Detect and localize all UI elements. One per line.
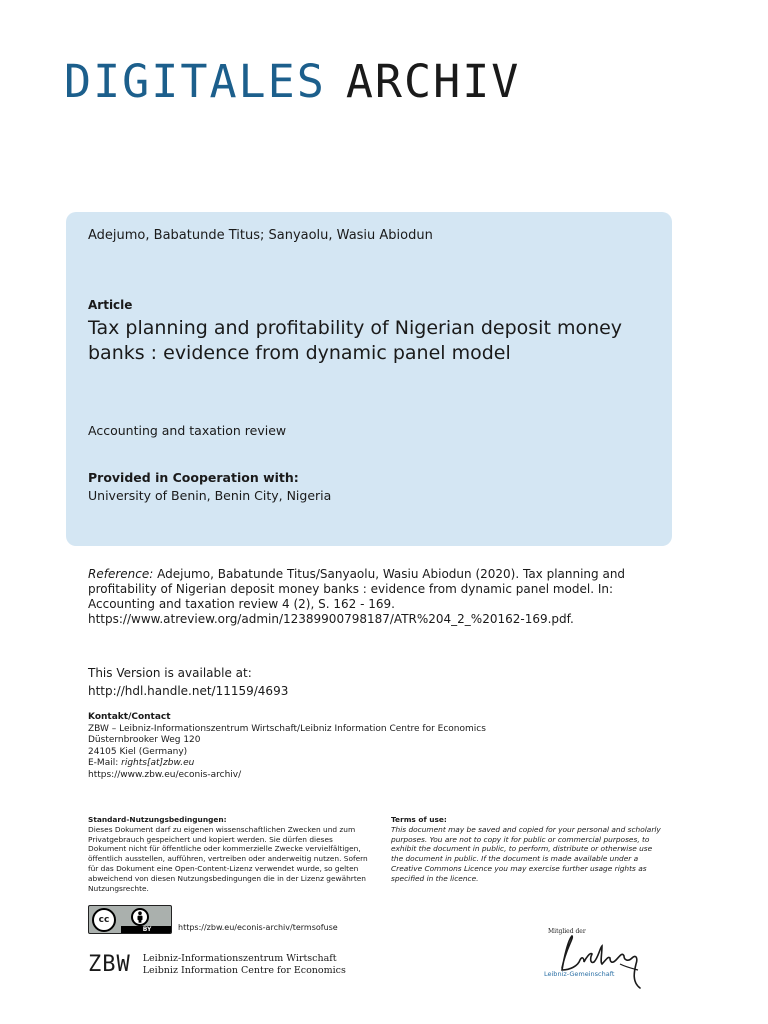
zbw-names <box>143 953 346 977</box>
leibniz-member-label: Mitglied der <box>548 928 586 935</box>
email-label: E-Mail: <box>88 758 119 768</box>
authors: Adejumo, Babatunde Titus; Sanyaolu, Wasiu Abiodun <box>88 228 433 243</box>
cc-icon: cc <box>92 908 116 932</box>
document-type: Article <box>88 298 133 312</box>
person-icon <box>131 908 149 926</box>
contact-email-row <box>88 758 486 770</box>
cooperation-label: Provided in Cooperation with: <box>88 470 299 485</box>
zbw-mark: ZBW <box>88 952 131 977</box>
contact-label: Kontakt/Contact <box>88 712 171 722</box>
terms-german <box>88 815 368 893</box>
leibniz-logo <box>540 928 650 992</box>
reference-block <box>88 567 668 627</box>
zbw-logo <box>88 952 346 977</box>
by-label: BY <box>121 926 172 933</box>
contact-city: 24105 Kiel (Germany) <box>88 746 188 757</box>
leibniz-signature-icon <box>540 928 650 992</box>
zbw-name-german: Leibniz-Informationszentrum Wirtschaft <box>142 952 337 964</box>
terms-english-text: This document may be saved and copied for your personal and scholarly purposes. You are not to copy it for public or commercial purposes, to exhibit the document in public, to perform, distribute or otherwise use the document in public. If the document is made available under a Creative Commons Licence you may exercise further usage rights as specified in the licence. <box>391 824 661 883</box>
cc-by-license-badge[interactable] <box>88 905 172 934</box>
contact-organization: ZBW – Leibniz-Informationszentrum Wirtschaft/Leibniz Information Centre for Economics <box>88 723 486 734</box>
zbw-name-english: Leibniz Information Centre for Economics <box>142 964 346 976</box>
terms-german-head: Standard-Nutzungsbedingungen: <box>88 815 227 824</box>
digitales-archiv-logo <box>64 56 520 108</box>
contact-street: Düsternbrooker Weg 120 <box>88 735 201 745</box>
reference-label: Reference: <box>88 567 154 581</box>
terms-english <box>391 815 661 884</box>
contact-block <box>88 712 486 781</box>
version-label: This Version is available at: <box>88 666 252 680</box>
leibniz-caption: Leibniz-Gemeinschaft <box>544 970 615 978</box>
contact-url[interactable]: https://www.zbw.eu/econis-archiv/ <box>88 769 242 780</box>
logo-part2: ARCHIV <box>345 55 521 108</box>
logo-part1: DIGITALES <box>64 55 326 108</box>
reference-text[interactable]: Adejumo, Babatunde Titus/Sanyaolu, Wasiu Abiodun (2020). Tax planning and profitability of Nigerian deposit money banks : evidence from dynamic panel model. In: Accounting and taxation review 4 (2), S. 162 - 169. https://www.atreview.org/admin/12389900798187/ATR%204_2_%20162-169.pdf. <box>88 567 626 626</box>
terms-german-text: Dieses Dokument darf zu eigenen wissenschaftlichen Zwecken und zum Privatgebrauch gespeichert und kopiert werden. Sie dürfen dieses Dokument nicht für öffentliche oder kommerzielle Zwecke vervielfältigen, öffentlich ausstellen, aufführen, vertreiben oder anderweitig nutzen. Sofern für das Dokument eine Open-Content-Lizenz verwendet wurde, so gelten abweichend von diesen Nutzungsbedingungen die in der Lizenz gewährten Nutzungsrechte. <box>88 824 368 893</box>
version-block <box>88 664 288 700</box>
journal-name: Accounting and taxation review <box>88 423 287 438</box>
terms-of-use-link[interactable]: https://zbw.eu/econis-archiv/termsofuse <box>178 923 338 932</box>
version-url[interactable]: http://hdl.handle.net/11159/4693 <box>88 684 289 698</box>
record-card <box>66 212 672 546</box>
cooperation-institution: University of Benin, Benin City, Nigeria <box>88 488 332 503</box>
terms-english-head: Terms of use: <box>391 815 447 824</box>
email-value[interactable]: rights[at]zbw.eu <box>121 758 195 768</box>
document-title: Tax planning and profitability of Nigerian deposit money banks : evidence from dynamic panel model <box>88 317 623 364</box>
